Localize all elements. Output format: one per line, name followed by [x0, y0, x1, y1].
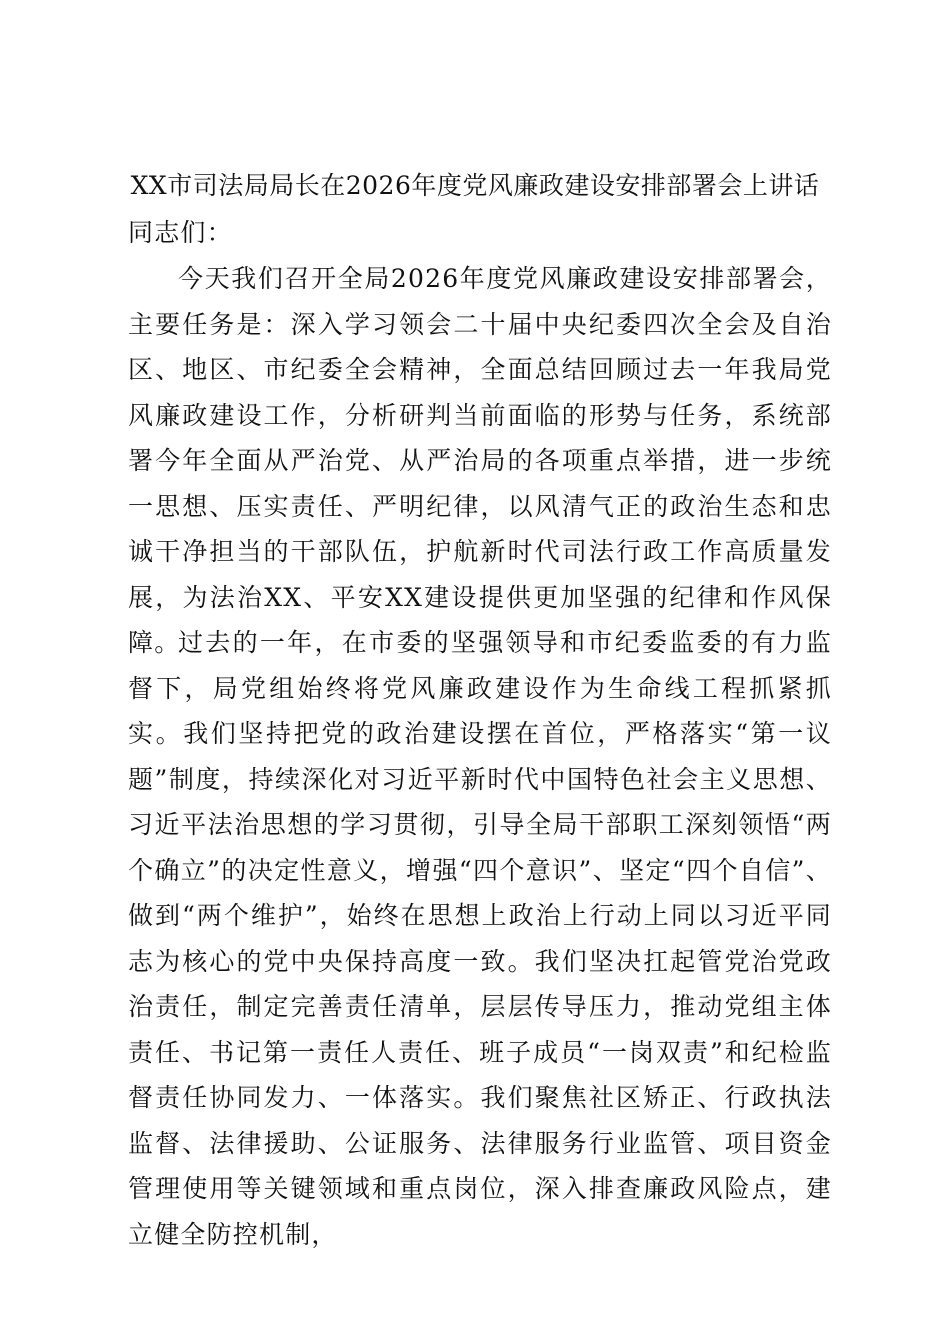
paragraph-1: 今天我们召开全局2026年度党风廉政建设安排部署会，主要任务是：深入学习领会二十届中央纪委四次全会及自治区、地区、市纪委全会精神，全面总结回顾过去一年我局党风廉政建设工作，分析研判当前面临的形势与任务，系统部署今年全面从严治党、从严治局的各项重点举措，进一步统一思想、压实责任、严明纪律，以风清气正的政治生态和忠诚干净担当的干部队伍，护航新时代司法行政工作高质量发展，为法治XX、平安XX建设提供更加坚强的纪律和作风保障。 — [128, 264, 832, 657]
paragraph-2: 过去的一年，在市委的坚强领导和市纪委监委的有力监督下，局党组始终将党风廉政建设作为生命线工程抓紧抓实。我们坚持把党的政治建设摆在首位，严格落实“第一议题”制度，持续深化对习近平新时代中国特色社会主义思想、习近平法治思想的学习贯彻，引导全局干部职工深刻领悟“两个确立”的决定性意义，增强“四个意识”、坚定“四个自信”、做到“两个维护”，始终在思想上政治上行动上同以习近平同志为核心的党中央保持高度一致。我们坚决扛起管党治党政治责任，制定完善责任清单，层层传导压力，推动党组主体责任、书记第一责任人责任、班子成员“一岗双责”和纪检监督责任协同发力、一体落实。我们聚焦社区矫正、行政执法监督、法律援助、公证服务、法律服务行业监管、项目资金管理使用等关键领域和重点岗位，深入排查廉政风险点，建立健全防控机制， — [128, 628, 832, 1249]
salutation: 同志们： — [128, 218, 233, 247]
document-title: XX市司法局局长在2026年度党风廉政建设安排部署会上讲话 — [130, 171, 820, 200]
